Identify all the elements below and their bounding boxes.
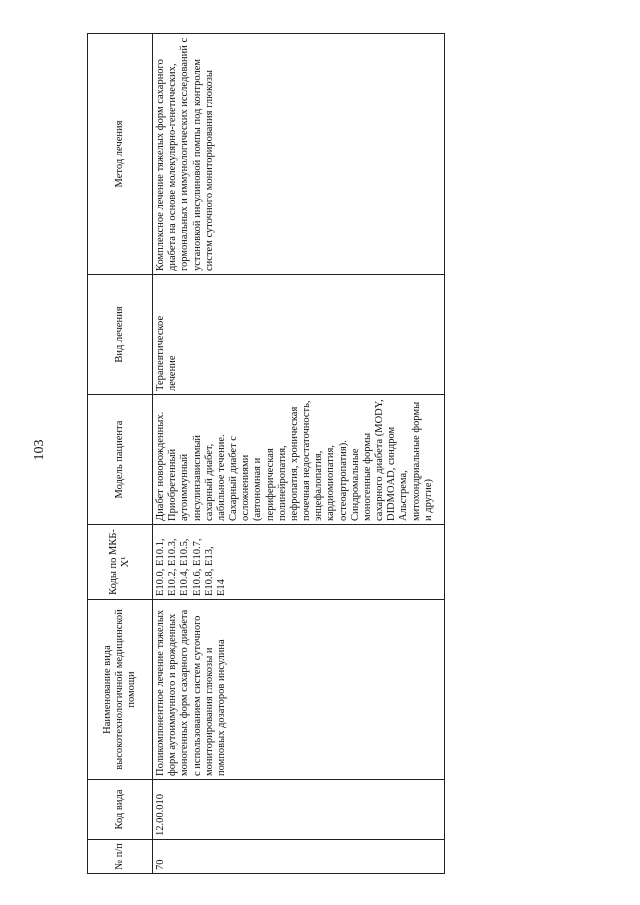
header-code: Код вида: [88, 780, 153, 840]
header-icd: Коды по МКБ-X¹: [88, 525, 153, 600]
header-name: Наименование вида высокотехнологичной медицинской помощи: [88, 600, 153, 780]
header-row: [88, 34, 153, 874]
vmp-table: [87, 33, 445, 874]
cell-code: 12.00.010: [153, 780, 445, 840]
cell-num: 70: [153, 840, 445, 874]
cell-type: Терапевтическое лечение: [153, 275, 445, 395]
page-number: 103: [32, 439, 47, 461]
header-method: Метод лечения: [88, 34, 153, 275]
cell-icd: E10.0, E10.1, E10.2, E10.3, E10.4, E10.5, E10.6, E10.7, E10.8, E13, E14: [153, 525, 445, 600]
table-row: [153, 34, 445, 874]
header-model: Модель пациента: [88, 395, 153, 525]
cell-name: Поликомпонентное лечение тяжелых форм аутоиммунного и врожденных моногенных форм сахарного диабета с использованием систем суточного мониторирования глюкозы и помповых дозаторов инсулина: [153, 600, 445, 780]
header-num: № п/п: [88, 840, 153, 874]
cell-method: Комплексное лечение тяжелых форм сахарного диабета на основе молекулярно-генетических, гормональных и иммунологических исследований с установкой инсулиновой помпы под контролем систем суточного мониторирования глюкозы: [153, 34, 445, 275]
header-type: Вид лечения: [88, 275, 153, 395]
cell-model: Диабет новорожденных. Приобретенный аутоиммунный инсулинзависимый сахарный диабет, лабильное течение. Сахарный диабет с осложнениями (автономная и периферическая полинейропатия, нефропатия, хроническая почечная недостаточность, энцефалопатия, кардиомиопатия, остеоартропатия). Синдромальные моногенные формы сахарного диабета (MODY, DIDMOAD, синдром Альстрема, митохондриальные формы и другие): [153, 395, 445, 525]
